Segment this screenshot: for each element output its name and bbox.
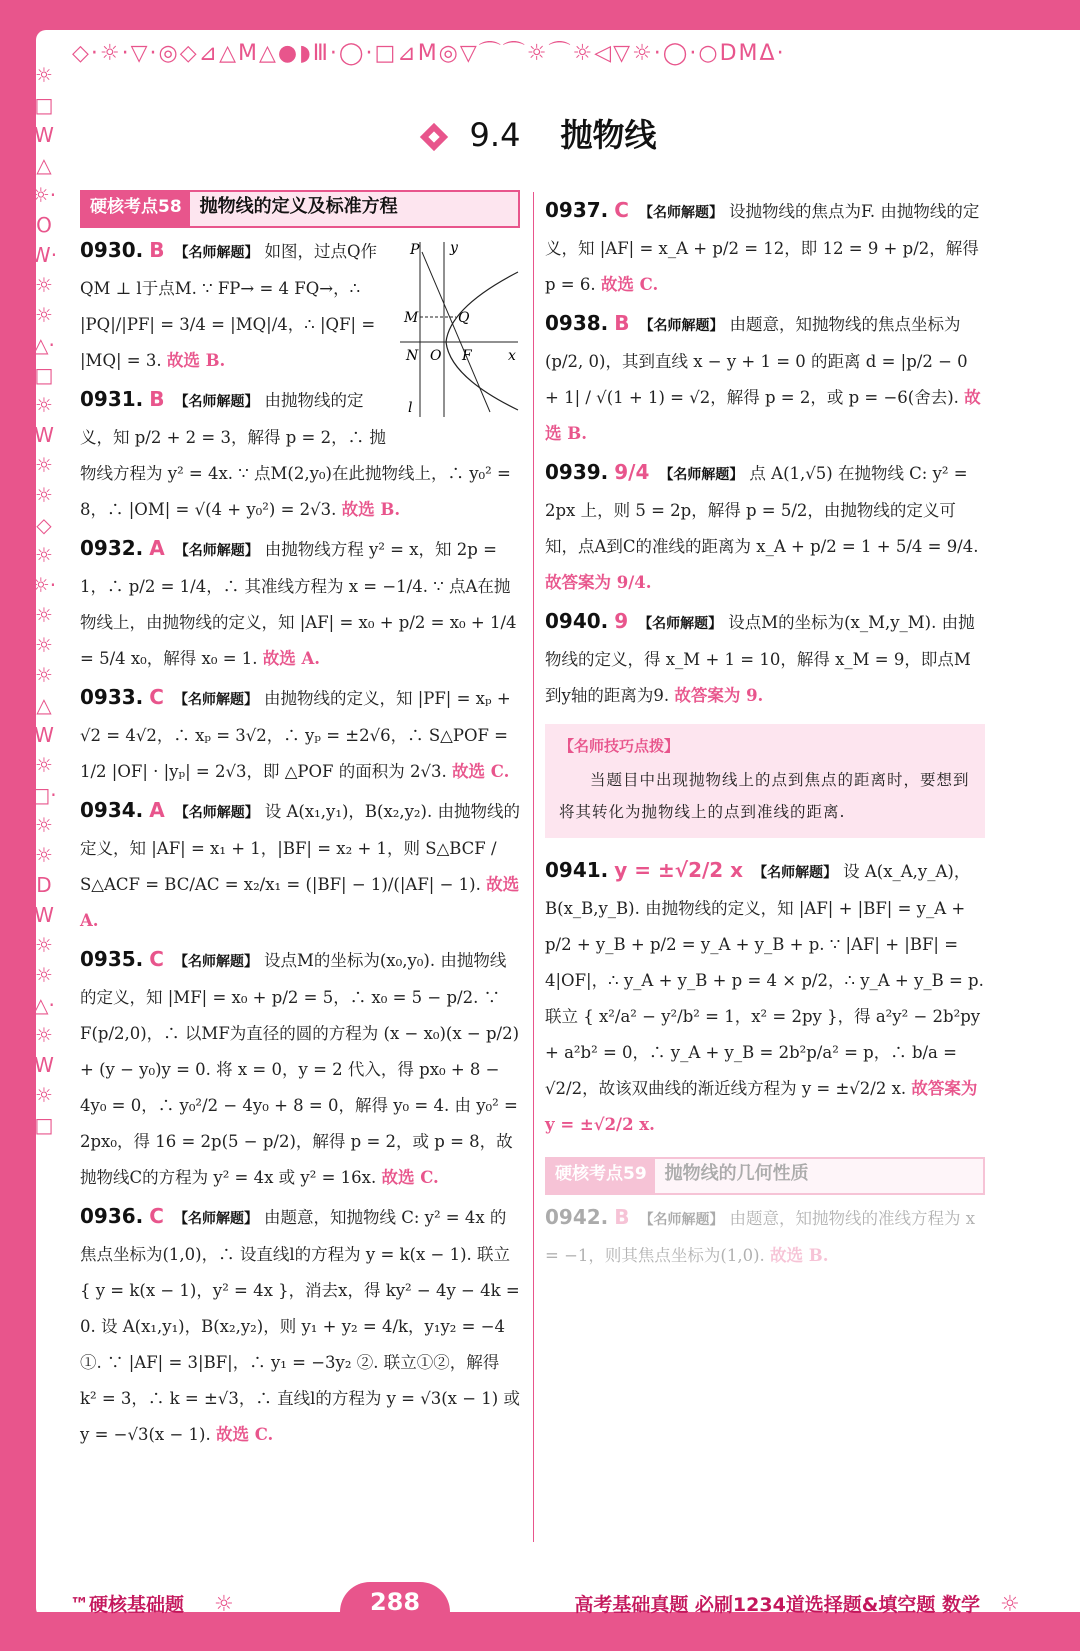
question-0934 <box>80 792 520 939</box>
conclusion: 故选 C. <box>600 275 659 294</box>
answer-letter: C <box>614 198 629 222</box>
question-0939 <box>545 454 985 601</box>
solution-text: 设 A(x_A,y_A)，B(x_B,y_B). 由抛物线的定义，知 |AF| + |BF| = y_A + p/2 + y_B + p/2 = y_A + y_B + p. ∵ |AF| + |BF| = 4|OF|，∴ y_A + y_B + p = 4 × p/2，∴ y_A + y_B = p. 联立 { x²/a² − y²/b² = 1，x² = 2py }，得 a²y² − 2b²py + a²b² = 0，∴ y_A + y_B = 2b²p/a² = p，∴ b/a = √2/2，故该双曲线的渐近线方程为 y = ±√2/2 x. <box>545 862 984 1098</box>
fig-label-y: y <box>450 240 458 256</box>
footer-book-title: 高考基础真题 必刷1234道选择题&填空题 数学 <box>574 1594 980 1616</box>
fig-label-q: Q <box>458 310 470 326</box>
conclusion: 故选 C. <box>215 1425 274 1444</box>
answer-letter: B <box>614 1205 630 1229</box>
conclusion: 故选 B. <box>770 1246 829 1265</box>
solution-label: 【名师解题】 <box>174 394 259 410</box>
conclusion: 故选 B. <box>545 388 981 443</box>
solution-text: 设抛物线的焦点为F. 由抛物线的定义，知 |AF| = x_A + p/2 = 12，即 12 = 9 + p/2，解得 p = 6. <box>545 202 980 294</box>
solution-text: 由题意，知抛物线的焦点坐标为 (p/2, 0)，其到直线 x − y + 1 = 0 的距离 d = |p/2 − 0 + 1| / √(1 + 1) = √2，解得 p = 2，或 p = −6(舍去). <box>545 315 968 407</box>
fig-label-l: l <box>408 400 413 416</box>
question-number: 0941. <box>545 858 609 882</box>
question-number: 0933. <box>80 685 144 709</box>
fig-label-p: P <box>410 242 420 258</box>
question-number: 0938. <box>545 311 609 335</box>
question-number: 0939. <box>545 460 609 484</box>
answer-letter: B <box>149 387 165 411</box>
solution-label: 【名师解题】 <box>173 692 258 708</box>
solution-text: 设点M的坐标为(x₀,y₀). 由抛物线的定义，知 |MF| = x₀ + p/2 = 5，∴ x₀ = 5 − p/2. ∵ F(p/2,0)，∴ 以MF为直径的圆的方程为 (x − x₀)(x − p/2) + (y − y₀)y = 0. 将 x = 0，y = 2 代入，得 px₀ + 8 − 4y₀ = 0，∴ y₀²/2 − 4y₀ + 8 = 0，解得 y₀ = 4. 由 y₀² = 2px₀，得 16 = 2p(5 − p/2)，解得 p = 2，或 p = 8，故抛物线C的方程为 y² = 4x 或 y² = 16x. <box>80 951 520 1187</box>
fig-label-x: x <box>508 348 516 364</box>
conclusion: 故选 A. <box>80 875 520 930</box>
tip-box <box>545 724 985 838</box>
answer-letter: C <box>149 685 164 709</box>
question-0940 <box>545 603 985 714</box>
section-tag: 硬核考点59 <box>547 1159 655 1193</box>
fig-label-o: O <box>430 348 442 364</box>
sun-icon: ☼ <box>1000 1592 1020 1617</box>
solution-label: 【名师解题】 <box>639 318 724 334</box>
solution-text: 由抛物线方程 y² = x，知 2p = 1，∴ p/2 = 1/4，∴ 其准线方程为 x = −1/4. ∵ 点A在抛物线上，由抛物线的定义，知 |AF| = x₀ + p/2 = x₀ + 1/4 = 5/4 x₀，解得 x₀ = 1. <box>80 540 517 668</box>
sun-icon: ☼ <box>214 1592 234 1617</box>
solution-text: 如图，过点Q作QM ⊥ l于点M. ∵ FP→ = 4 FQ→，∴ |PQ|/|PF| = 3/4 = |MQ|/4，∴ |QF| = |MQ| = 3. <box>80 242 378 370</box>
solution-text: 由抛物线的定义，知 p/2 + 2 = 3，解得 p = 2，∴ 抛物线方程为 y² = 4x. ∵ 点M(2,y₀)在此抛物线上，∴ y₀² = 8，∴ |OM| = √(4 + y₀²) = 2√3. <box>80 391 511 519</box>
fig-label-n: N <box>406 348 419 364</box>
question-0932 <box>80 530 520 677</box>
diamond-icon <box>419 123 447 151</box>
section-header-59 <box>545 1157 985 1195</box>
footer-brand: ™硬核基础题 <box>70 1594 185 1616</box>
solution-label: 【名师解题】 <box>659 467 744 483</box>
question-number: 0937. <box>545 198 609 222</box>
answer-value: y = ±√2/2 x <box>614 858 744 882</box>
solution-label: 【名师解题】 <box>173 1211 258 1227</box>
left-decoration: ☼□W△☼·ΟW·☼☼△·□☼W☼☼◇☼☼·☼☼☼△W☼□·☼☼DW☼☼△·☼W☼□ <box>30 63 58 1137</box>
question-number: 0931. <box>80 387 144 411</box>
section-name: 抛物线的定义及标准方程 <box>190 192 518 226</box>
section-header-58 <box>80 190 520 228</box>
section-tag: 硬核考点58 <box>82 192 190 226</box>
conclusion: 故选 C. <box>381 1168 439 1187</box>
column-divider <box>533 192 534 1542</box>
parabola-figure <box>400 232 520 422</box>
chapter-name: 抛物线 <box>560 116 657 154</box>
solution-label: 【名师解题】 <box>174 543 259 559</box>
question-0936 <box>80 1198 520 1453</box>
conclusion: 故答案为 y = ±√2/2 x. <box>545 1079 978 1134</box>
question-0937 <box>545 192 985 303</box>
question-0938 <box>545 305 985 452</box>
answer-letter: A <box>149 536 165 560</box>
question-0933 <box>80 679 520 790</box>
question-number: 0935. <box>80 947 144 971</box>
question-number: 0932. <box>80 536 144 560</box>
conclusion: 故答案为 9/4. <box>545 573 652 592</box>
answer-letter: C <box>149 947 164 971</box>
question-0941 <box>545 852 985 1143</box>
question-0935 <box>80 941 520 1196</box>
question-number: 0936. <box>80 1204 144 1228</box>
conclusion: 故选 B. <box>166 351 226 370</box>
solution-text: 由题意，知抛物线的准线方程为 x = −1，则其焦点坐标为(1,0). <box>545 1209 976 1265</box>
answer-letter: B <box>614 311 630 335</box>
question-number: 0940. <box>545 609 609 633</box>
solution-label: 【名师解题】 <box>174 805 259 821</box>
solution-text: 设点M的坐标为(x_M,y_M). 由抛物线的定义，得 x_M + 1 = 10，解得 x_M = 9，即点M到y轴的距离为9. <box>545 613 975 705</box>
answer-letter: C <box>149 1204 164 1228</box>
top-decoration: ◇·☼·▽·◎◇⊿△M△●◗Ⅲ·◯·□⊿M◎▽⌒⌒☼⌒☼◁▽☼·◯·○DMΔ· <box>72 41 786 66</box>
answer-value: 9 <box>614 609 629 633</box>
solution-text: 设 A(x₁,y₁)，B(x₂,y₂). 由抛物线的定义，知 |AF| = x₁ + 1，|BF| = x₂ + 1，则 S△BCF / S△ACF = BC/AC = x₂/x₁ = (|BF| − 1)/(|AF| − 1). <box>80 802 520 894</box>
chapter-number: 9.4 <box>469 116 521 154</box>
conclusion: 故答案为 9. <box>674 686 764 705</box>
solution-text: 由抛物线的定义，知 |PF| = xₚ + √2 = 4√2，∴ xₚ = 3√2，∴ yₚ = ±2√6，∴ S△POF = 1/2 |OF| · |yₚ| = 2√3，即 △POF 的面积为 2√3. <box>80 689 511 781</box>
question-number: 0934. <box>80 798 144 822</box>
answer-letter: A <box>149 798 165 822</box>
solution-label: 【名师解题】 <box>753 865 838 881</box>
section-name: 抛物线的几何性质 <box>655 1159 983 1193</box>
solution-label: 【名师解题】 <box>173 954 258 970</box>
conclusion: 故选 A. <box>262 649 321 668</box>
answer-letter: B <box>149 238 165 262</box>
question-0942 <box>545 1199 985 1274</box>
answer-value: 9/4 <box>614 460 650 484</box>
solution-label: 【名师解题】 <box>638 205 723 221</box>
solution-label: 【名师解题】 <box>174 245 259 261</box>
solution-label: 【名师解题】 <box>638 616 723 632</box>
conclusion: 故选 B. <box>341 500 401 519</box>
footer-band <box>0 1612 1080 1651</box>
conclusion: 故选 C. <box>452 762 510 781</box>
page-number: 288 <box>340 1582 450 1622</box>
question-number: 0942. <box>545 1205 609 1229</box>
question-number: 0930. <box>80 238 144 262</box>
tip-heading: 【名师技巧点拨】 <box>559 737 680 755</box>
fig-label-f: F <box>462 348 472 364</box>
left-column <box>80 190 520 1453</box>
fig-label-m: M <box>404 310 419 326</box>
chapter-title <box>0 110 1080 156</box>
solution-text: 点 A(1,√5) 在抛物线 C: y² = 2px 上，则 5 = 2p，解得 p = 5/2，由抛物线的定义可知，点A到C的准线的距离为 x_A + p/2 = 1 + 5/4 = 9/4. <box>545 464 979 556</box>
solution-text: 由题意，知抛物线 C: y² = 4x 的焦点坐标为(1,0)，∴ 设直线l的方程为 y = k(x − 1). 联立 { y = k(x − 1)，y² = 4x }，消去x，得 ky² − 4y − 4k = 0. 设 A(x₁,y₁)，B(x₂,y₂)，则 y₁ + y₂ = 4/k，y₁y₂ = −4 ①. ∵ |AF| = 3|BF|，∴ y₁ = −3y₂ ②. 联立①②，解得 k² = 3，∴ k = ±√3，∴ 直线l的方程为 y = √3(x − 1) 或 y = −√3(x − 1). <box>80 1208 520 1444</box>
right-column <box>545 190 985 1274</box>
tip-body: 当题目中出现抛物线上的点到焦点的距离时，要想到将其转化为抛物线上的点到准线的距离. <box>559 771 970 821</box>
solution-label: 【名师解题】 <box>639 1212 724 1228</box>
